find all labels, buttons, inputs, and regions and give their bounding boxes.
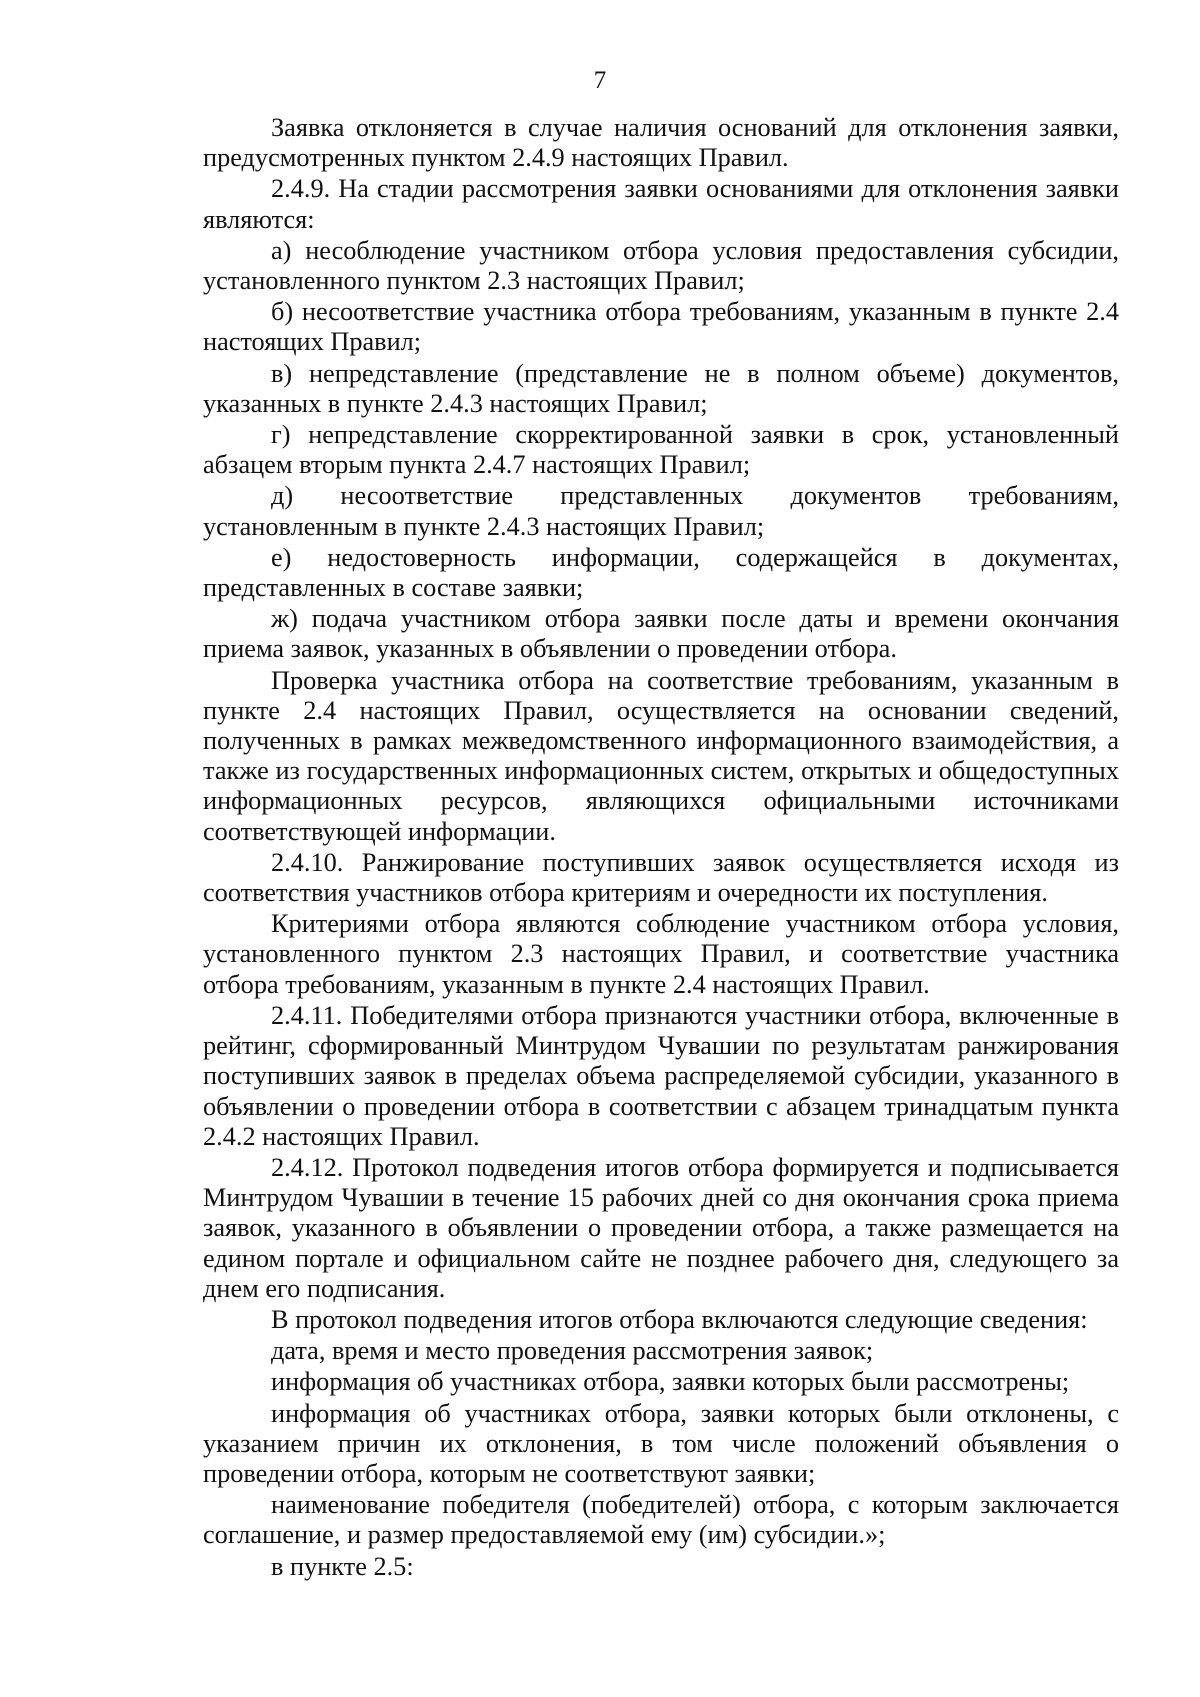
- paragraph: 2.4.9. На стадии рассмотрения заявки основаниями для отклонения заявки являются:: [203, 174, 1119, 234]
- list-item: дата, время и место проведения рассмотрения заявок;: [271, 1336, 874, 1366]
- paragraph: 2.4.10. Ранжирование поступивших заявок осуществляется исходя из соответствия участников отбора критериям и очередности их поступления.: [203, 847, 1119, 908]
- list-item: в) непредставление (представление не в полном объеме) документов, указанных в пункте 2.4.3 настоящих Правил;: [203, 358, 1119, 418]
- list-item: а) несоблюдение участником отбора условия предоставления субсидии, установленного пунктом 2.3 настоящих Правил;: [203, 235, 1119, 296]
- list-item: наименование победителя (победителей) отбора, с которым заключается соглашение, и размер предоставляемой ему (им) субсидии.»;: [203, 1490, 1119, 1550]
- paragraph: Проверка участника отбора на соответствие требованиям, указанным в пункте 2.4 настоящих Правил, осуществляется на основании сведений, полученных в рамках межведомственного информационного взаимодействия, а также из государственных информационных систем, открытых и общедоступных информационных ресурсов, являющихся официальными источниками соответствующей информации.: [203, 665, 1119, 846]
- paragraph: Заявка отклоняется в случае наличия оснований для отклонения заявки, предусмотренных пунктом 2.4.9 настоящих Правил.: [203, 113, 1119, 173]
- paragraph: В протокол подведения итогов отбора включаются следующие сведения:: [271, 1304, 1088, 1334]
- paragraph: 2.4.12. Протокол подведения итогов отбора формируется и подписывается Минтрудом Чувашии в течение 15 рабочих дней со дня окончания срока приема заявок, указанного в объявлении о проведении отбора, а также размещается на едином портале и официальном сайте не позднее рабочего дня, следующего за днем его подписания.: [203, 1152, 1119, 1303]
- list-item: б) несоответствие участника отбора требованиям, указанным в пункте 2.4 настоящих Правил;: [203, 297, 1119, 357]
- list-item: е) недостоверность информации, содержащейся в документах, представленных в составе заявки;: [203, 542, 1119, 603]
- paragraph: 2.4.11. Победителями отбора признаются участники отбора, включенные в рейтинг, сформированный Минтрудом Чувашии по результатам ранжирования поступивших заявок в пределах объема распределяемой субсидии, указанного в объявлении о проведении отбора в соответствии с абзацем тринадцатым пункта 2.4.2 настоящих Правил.: [203, 1000, 1119, 1151]
- list-item: ж) подача участником отбора заявки после даты и времени окончания приема заявок, указанных в объявлении о проведении отбора.: [203, 604, 1119, 664]
- paragraph: Критериями отбора являются соблюдение участником отбора условия, установленного пунктом 2.3 настоящих Правил, и соответствие участника отбора требованиям, указанным в пункте 2.4 настоящих Правил.: [203, 909, 1119, 999]
- list-item: информация об участниках отбора, заявки которых были отклонены, с указанием причин их отклонения, в том числе положений объявления о проведении отбора, которым не соответствуют заявки;: [203, 1398, 1119, 1488]
- document-body: [203, 113, 1119, 1583]
- page-number: 7: [593, 67, 607, 94]
- list-item: информация об участниках отбора, заявки которых были рассмотрены;: [271, 1367, 1070, 1397]
- list-item: г) непредставление скорректированной заявки в срок, установленный абзацем вторым пункта 2.4.7 настоящих Правил;: [203, 420, 1119, 480]
- paragraph: в пункте 2.5:: [271, 1551, 414, 1581]
- list-item: д) несоответствие представленных документов требованиям, установленным в пункте 2.4.3 настоящих Правил;: [203, 481, 1119, 541]
